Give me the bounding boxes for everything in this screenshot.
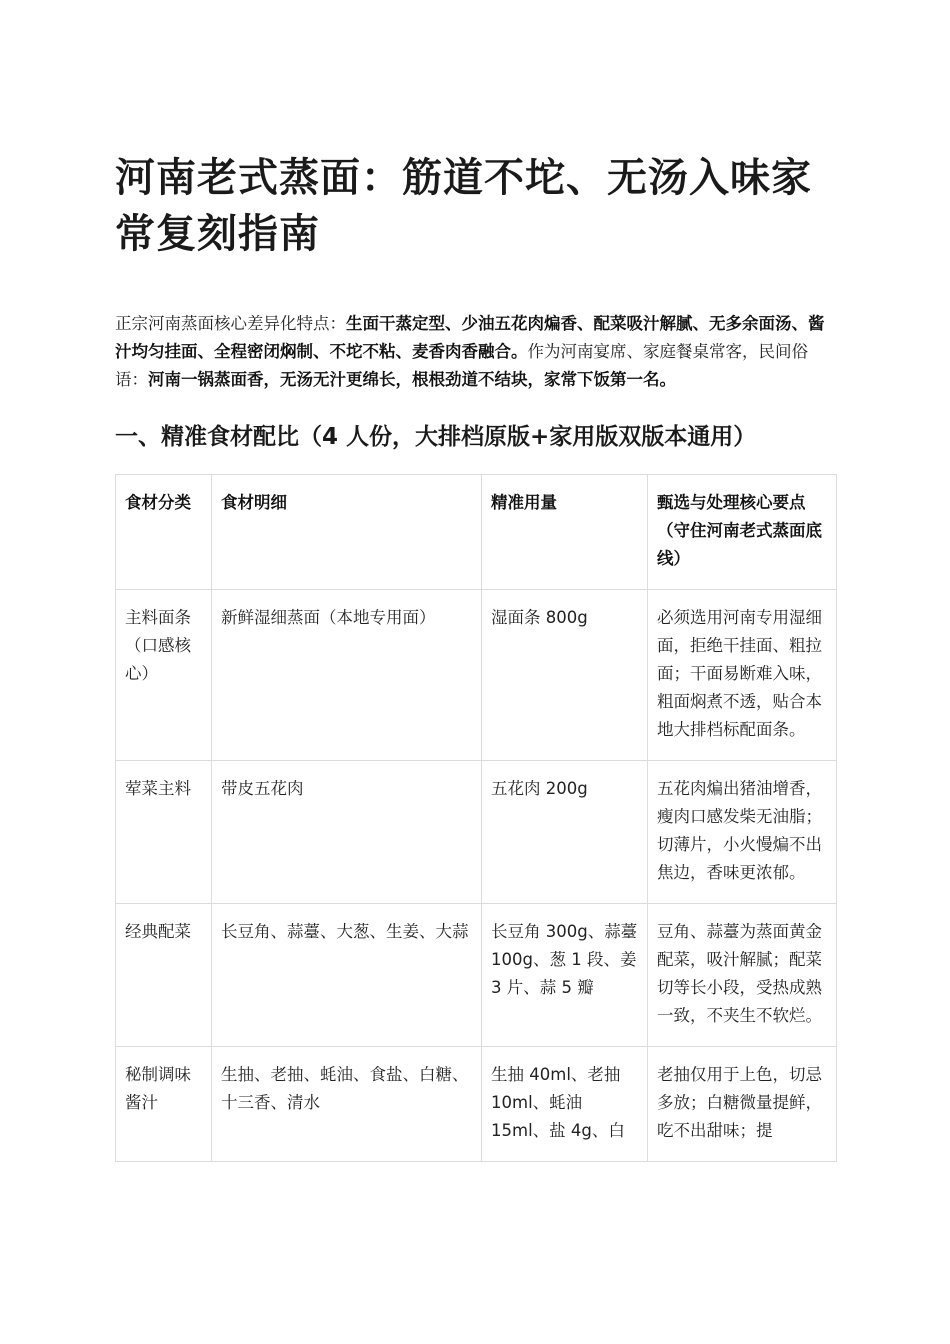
ingredients-table [115, 474, 837, 1162]
document-page [115, 150, 835, 1162]
intro-features: 生面干蒸定型、少油五花肉煸香、配菜吸汁解腻、无多余面汤、酱汁均匀挂面、全程密闭焖制、不坨不粘、麦香肉香融合。 [115, 314, 825, 361]
column-header-notes: 甄选与处理核心要点（守住河南老式蒸面底线） [648, 475, 837, 590]
column-header-amount: 精准用量 [482, 475, 648, 590]
section-heading-ingredients: 一、精准食材配比（4 人份，大排档原版+家用版双版本通用） [115, 424, 757, 450]
cell-category: 荤菜主料 [116, 761, 212, 904]
table-row [116, 590, 837, 761]
table-row [116, 1047, 837, 1162]
cell-amount: 五花肉 200g [482, 761, 648, 904]
intro-saying: 河南一锅蒸面香，无汤无汁更绵长，根根劲道不结块，家常下饭第一名。 [148, 370, 676, 389]
cell-detail: 长豆角、蒜薹、大葱、生姜、大蒜 [212, 904, 482, 1047]
column-header-category: 食材分类 [116, 475, 212, 590]
intro-middle: 作为河南宴席、家庭餐桌常客，民间俗语： [115, 342, 808, 389]
cell-notes: 老抽仅用于上色，切忌多放；白糖微量提鲜，吃不出甜味；提 [648, 1047, 837, 1162]
cell-category: 经典配菜 [116, 904, 212, 1047]
cell-amount: 生抽 40ml、老抽 10ml、蚝油 15ml、盐 4g、白 [482, 1047, 648, 1162]
cell-category: 秘制调味酱汁 [116, 1047, 212, 1162]
cell-notes: 五花肉煸出猪油增香，瘦肉口感发柴无油脂；切薄片，小火慢煸不出焦边，香味更浓郁。 [648, 761, 837, 904]
cell-notes: 必须选用河南专用湿细面，拒绝干挂面、粗拉面；干面易断难入味，粗面焖煮不透，贴合本地大排档标配面条。 [648, 590, 837, 761]
cell-amount: 长豆角 300g、蒜薹 100g、葱 1 段、姜 3 片、蒜 5 瓣 [482, 904, 648, 1047]
cell-detail: 生抽、老抽、蚝油、食盐、白糖、十三香、清水 [212, 1047, 482, 1162]
column-header-detail: 食材明细 [212, 475, 482, 590]
table-header-row [116, 475, 837, 590]
table-row [116, 904, 837, 1047]
intro-paragraph [115, 310, 835, 394]
cell-detail: 新鲜湿细蒸面（本地专用面） [212, 590, 482, 761]
cell-notes: 豆角、蒜薹为蒸面黄金配菜，吸汁解腻；配菜切等长小段，受热成熟一致，不夹生不软烂。 [648, 904, 837, 1047]
intro-lead: 正宗河南蒸面核心差异化特点： [115, 314, 346, 333]
page-bottom-margin [0, 1213, 950, 1344]
cell-amount: 湿面条 800g [482, 590, 648, 761]
page-title: 河南老式蒸面：筋道不坨、无汤入味家常复刻指南 [115, 155, 812, 257]
table-row [116, 761, 837, 904]
cell-category: 主料面条（口感核心） [116, 590, 212, 761]
cell-detail: 带皮五花肉 [212, 761, 482, 904]
